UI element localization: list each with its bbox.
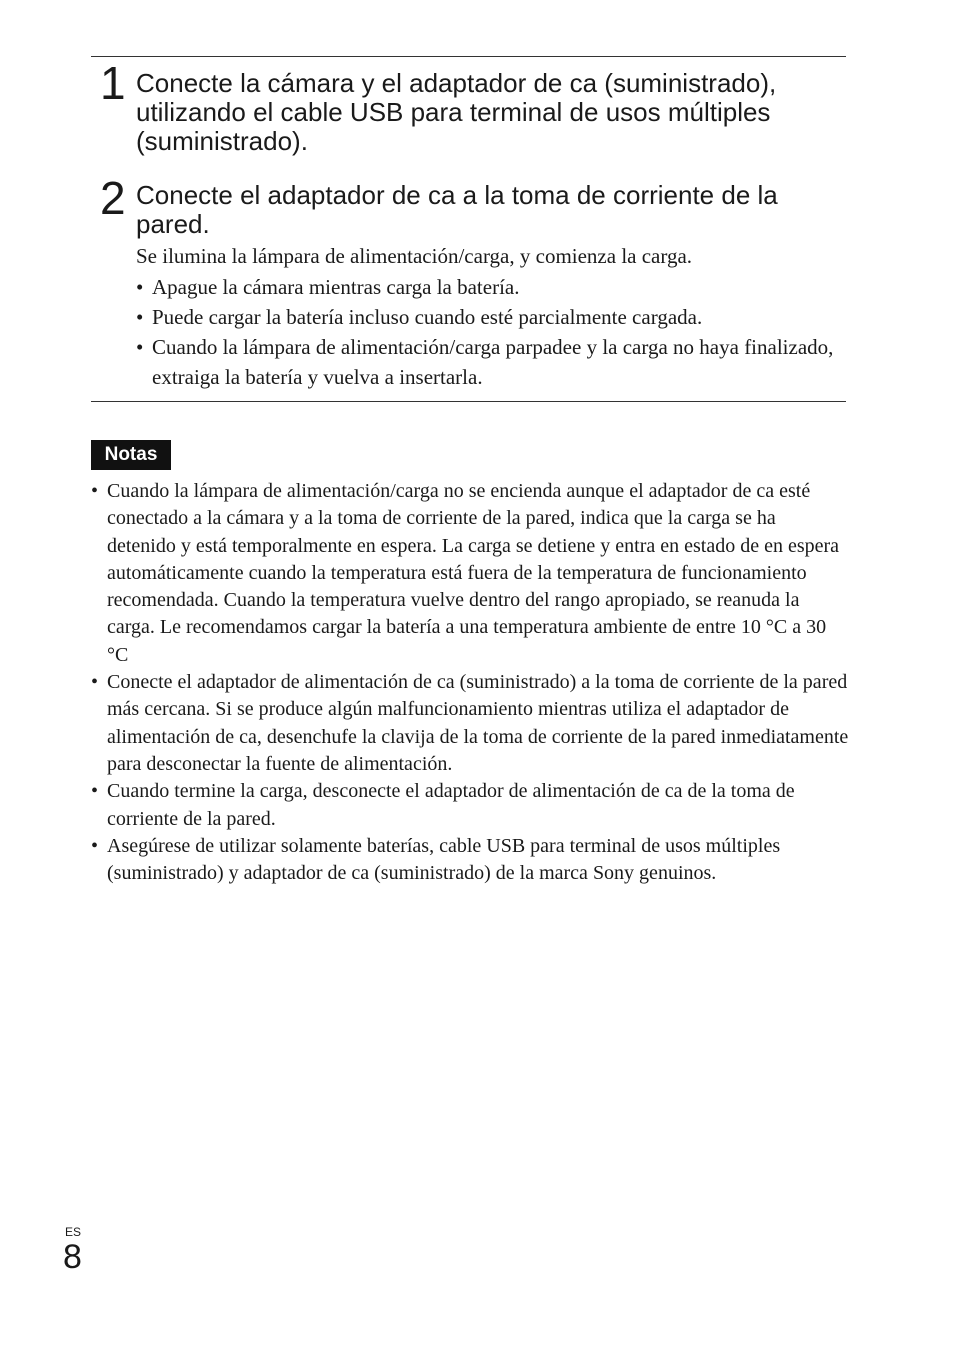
list-item-text: Apague la cámara mientras carga la batería. — [152, 275, 520, 299]
list-item — [91, 478, 849, 669]
step-number: 2 — [100, 172, 126, 224]
list-item — [136, 302, 846, 332]
bullet-icon: • — [91, 780, 99, 803]
list-item — [91, 833, 849, 888]
list-item-text: Puede cargar la batería incluso cuando esté parcialmente cargada. — [152, 305, 703, 329]
step-title: Conecte el adaptador de ca a la toma de corriente de la pared. — [136, 180, 778, 239]
list-item-text: Cuando termine la carga, desconecte el adaptador de alimentación de ca de la toma de corriente de la pared. — [107, 780, 795, 830]
step-title: Conecte la cámara y el adaptador de ca (suministrado), utilizando el cable USB para terminal de usos múltiples (suministrado). — [136, 68, 777, 156]
notes-heading: Notas — [91, 440, 171, 470]
bottom-divider — [91, 401, 846, 402]
list-item — [91, 778, 849, 833]
bullet-icon: • — [91, 480, 99, 502]
bullet-icon: • — [136, 335, 144, 359]
bullet-icon: • — [91, 671, 99, 694]
top-divider — [91, 56, 846, 57]
bullet-icon: • — [136, 305, 144, 329]
list-item-text: Cuando la lámpara de alimentación/carga no se encienda aunque el adaptador de ca esté conectado a la cámara y a la toma de corriente de la pared, indica que la carga se ha detenido y está temporalmente en espera. La carga se detiene y entra en estado de en espera automáticamente cuando la temperatura está fuera de la temperatura de funcionamiento recomendada. Cuando la temperatura vuelve dentro del rango apropiado, se reanuda la carga. Le recomendamos cargar la batería a una temperatura ambiente de entre 10 °C a 30 °C — [107, 480, 840, 666]
step-description: Se ilumina la lámpara de alimentación/carga, y comienza la carga. — [136, 244, 693, 268]
step-bullet-list — [136, 272, 846, 392]
bullet-icon: • — [136, 275, 144, 299]
list-item — [136, 272, 846, 302]
step-number: 1 — [100, 57, 126, 109]
list-item-text: Asegúrese de utilizar solamente baterías, cable USB para terminal de usos múltiples (suministrado) y adaptador de ca (suministrado) de la marca Sony genuinos. — [107, 834, 781, 885]
notes-list — [91, 478, 849, 887]
bullet-icon: • — [91, 834, 99, 857]
list-item-text: Cuando la lámpara de alimentación/carga parpadee y la carga no haya finalizado, extraiga la batería y vuelva a insertarla. — [152, 335, 834, 389]
list-item — [91, 669, 849, 778]
list-item — [136, 332, 846, 392]
page-language: ES — [65, 1225, 82, 1239]
list-item-text: Conecte el adaptador de alimentación de ca (suministrado) a la toma de corriente de la pared más cercana. Si se produce algún malfuncionamiento mientras utiliza el adaptador de alimentación de ca, desenchufe la clavija de la toma de corriente de la pared inmediatamente para desconectar la fuente de alimentación. — [107, 671, 849, 775]
page-number: 8 — [63, 1238, 82, 1276]
